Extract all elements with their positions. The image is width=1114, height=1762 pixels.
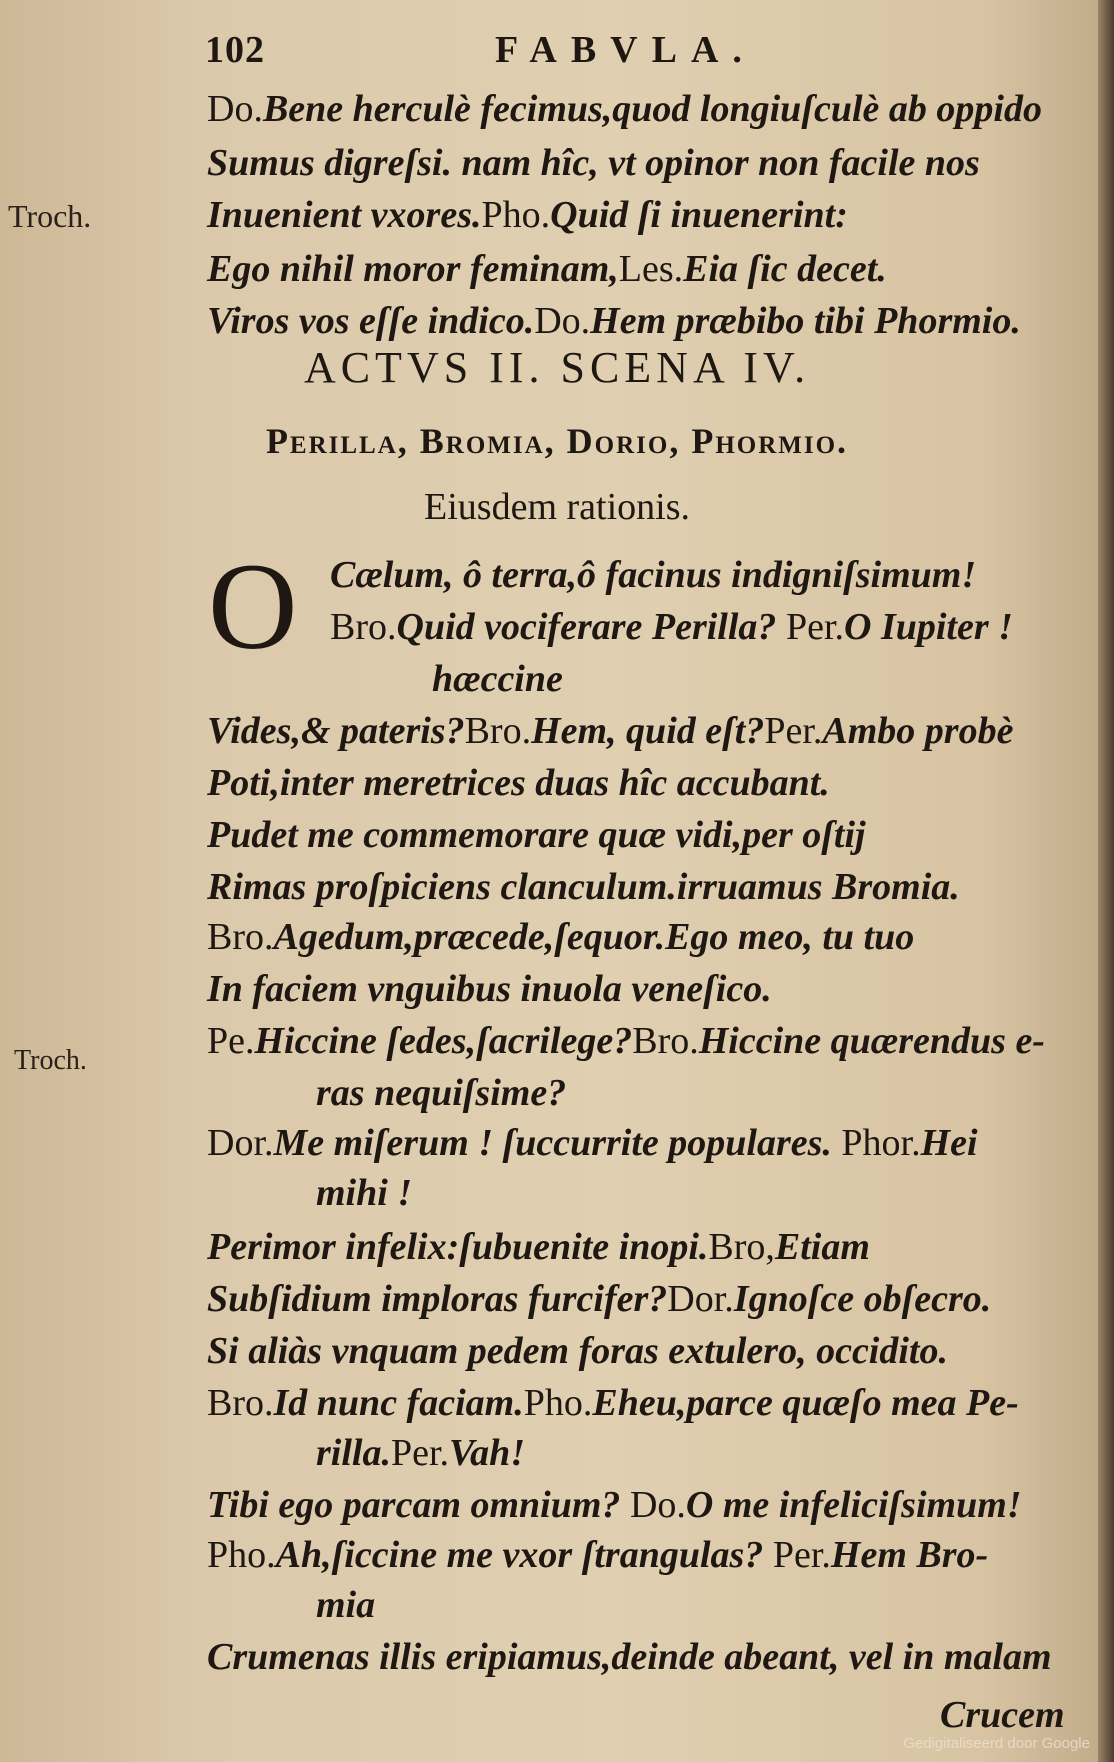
text-line	[330, 552, 976, 598]
running-header	[0, 28, 1114, 84]
page-gutter	[1098, 0, 1114, 1762]
running-title: FABVLA.	[495, 29, 756, 71]
line-text: Inuenient vxores.	[207, 194, 482, 236]
margin-note: Troch.	[8, 198, 92, 234]
line-text: Hei	[920, 1122, 978, 1164]
text-line	[207, 298, 1021, 344]
speaker: Per.	[772, 1534, 831, 1576]
line-text: Ignoſce obſecro.	[733, 1278, 992, 1320]
line-text: Quid vociferare Perilla?	[396, 606, 777, 648]
character-list: Perilla, Bromia, Dorio, Phormio.	[265, 421, 849, 461]
line-text: ras nequiſsime?	[316, 1072, 567, 1114]
drop-capital: O	[208, 538, 298, 675]
line-text: Hiccine quærendus e-	[698, 1020, 1045, 1062]
line-text: Crumenas illis eripiamus,deinde abeant, vel in malam	[207, 1636, 1052, 1678]
line-text: Eia ſic decet.	[683, 248, 887, 290]
line-text: Crucem	[940, 1694, 1065, 1736]
speaker: Pho.	[523, 1382, 593, 1424]
line-text: Vides,& pateris?	[207, 710, 465, 752]
line-text: Tibi ego parcam omnium?	[207, 1484, 621, 1526]
speaker: Bro.	[207, 916, 274, 958]
text-line	[207, 966, 772, 1012]
line-text: Vah!	[449, 1432, 526, 1474]
text-line	[207, 812, 866, 858]
text-line	[940, 1692, 1065, 1738]
line-text: mia	[316, 1584, 376, 1626]
line-text: Quid ſi inuenerint:	[550, 194, 848, 236]
line-text: Eheu,parce quæſo mea Pe-	[592, 1382, 1019, 1424]
speaker: Bro.	[632, 1020, 699, 1062]
speaker: Les.	[618, 248, 684, 290]
text-line	[207, 246, 887, 292]
speaker: Bro.	[464, 710, 532, 752]
line-text: Ah,ſiccine me vxor ſtrangulas?	[275, 1534, 764, 1576]
line-text: Bene herculè fecimus,quod longiuſculè ab oppido	[262, 88, 1042, 130]
text-line	[207, 1532, 988, 1578]
speaker: Bro.	[330, 606, 397, 648]
text-line	[207, 1328, 948, 1374]
text-line	[207, 708, 1013, 754]
line-text: Subſidium imploras furcifer?	[207, 1278, 668, 1320]
line-text: Perimor infelix:ſubuenite inopi.	[207, 1226, 709, 1268]
text-line	[207, 760, 830, 806]
speaker: Bro.	[207, 1382, 274, 1424]
line-text: Hem Bro-	[830, 1534, 989, 1576]
line-text: O me infeliciſsimum!	[685, 1484, 1022, 1526]
text-line	[207, 192, 848, 238]
line-text: Hem præbibo tibi Phormio.	[590, 300, 1021, 342]
speaker: Pho.	[481, 194, 551, 236]
line-text: mihi !	[316, 1172, 413, 1214]
speaker: Do.	[629, 1484, 686, 1526]
line-text: Sumus digreſsi. nam hîc, vt opinor non facile nos	[207, 142, 980, 184]
text-line	[207, 1634, 1052, 1680]
line-text: In faciem vnguibus inuola veneſico.	[207, 968, 772, 1010]
speaker: Per.	[785, 606, 844, 648]
speaker: Bro,	[708, 1226, 775, 1268]
margin-note: Troch.	[14, 1045, 87, 1076]
line-text: O Iupiter !	[844, 606, 1013, 648]
speaker: Per.	[390, 1432, 450, 1474]
line-text: Poti,inter meretrices duas hîc accubant.	[207, 762, 830, 804]
text-line	[207, 914, 914, 960]
line-text: Hem, quid eſt?	[531, 710, 765, 752]
line-text: Etiam	[774, 1226, 870, 1268]
text-line	[316, 1430, 525, 1476]
speaker: Do.	[207, 88, 263, 130]
text-line	[207, 86, 1042, 132]
text-line	[207, 1482, 1022, 1528]
line-text: rilla.	[316, 1432, 391, 1474]
line-text: Ambo probè	[822, 710, 1014, 752]
line-text: Hiccine ſedes,ſacrilege?	[254, 1020, 633, 1062]
text-line	[316, 1070, 566, 1116]
verse-type: Eiusdem rationis.	[424, 486, 690, 528]
text-line	[207, 1380, 1019, 1426]
text-line	[316, 1170, 412, 1216]
speaker: Pho.	[207, 1534, 276, 1576]
line-text: Si aliàs vnquam pedem foras extulero, occidito.	[207, 1330, 948, 1372]
speaker: Per.	[764, 710, 823, 752]
text-line	[207, 1224, 870, 1270]
text-line	[207, 140, 980, 186]
text-line	[207, 1120, 978, 1166]
line-text: Agedum,præcede,ſequor.Ego meo, tu tuo	[273, 916, 915, 958]
line-text: Cælum, ô terra,ô facinus indigniſsimum!	[330, 554, 977, 596]
line-text: Me miſerum ! ſuccurrite populares.	[273, 1122, 832, 1164]
page-number: 102	[205, 29, 265, 71]
speaker: Phor.	[841, 1122, 921, 1164]
text-line	[432, 656, 563, 702]
speaker: Pe.	[207, 1020, 255, 1062]
speaker: Dor.	[667, 1278, 734, 1320]
line-text: Viros vos eſſe indico.	[207, 300, 535, 342]
text-line	[207, 1018, 1045, 1064]
digitization-watermark: Gedigitaliseerd door Google	[903, 1735, 1090, 1752]
speaker: Do.	[534, 300, 591, 342]
line-text: hæccine	[432, 658, 563, 700]
line-text: Rimas proſpiciens clanculum.irruamus Bromia.	[207, 866, 960, 908]
text-line	[316, 1582, 375, 1628]
text-line	[207, 864, 960, 910]
speaker: Dor.	[207, 1122, 274, 1164]
text-line	[330, 604, 1013, 650]
line-text: Pudet me commemorare quæ vidi,per oſtij	[207, 814, 866, 856]
text-line	[207, 1276, 991, 1322]
line-text: Ego nihil moror feminam,	[207, 248, 619, 290]
line-text: Id nunc faciam.	[273, 1382, 524, 1424]
act-heading: ACTVS II. SCENA IV.	[303, 343, 811, 392]
